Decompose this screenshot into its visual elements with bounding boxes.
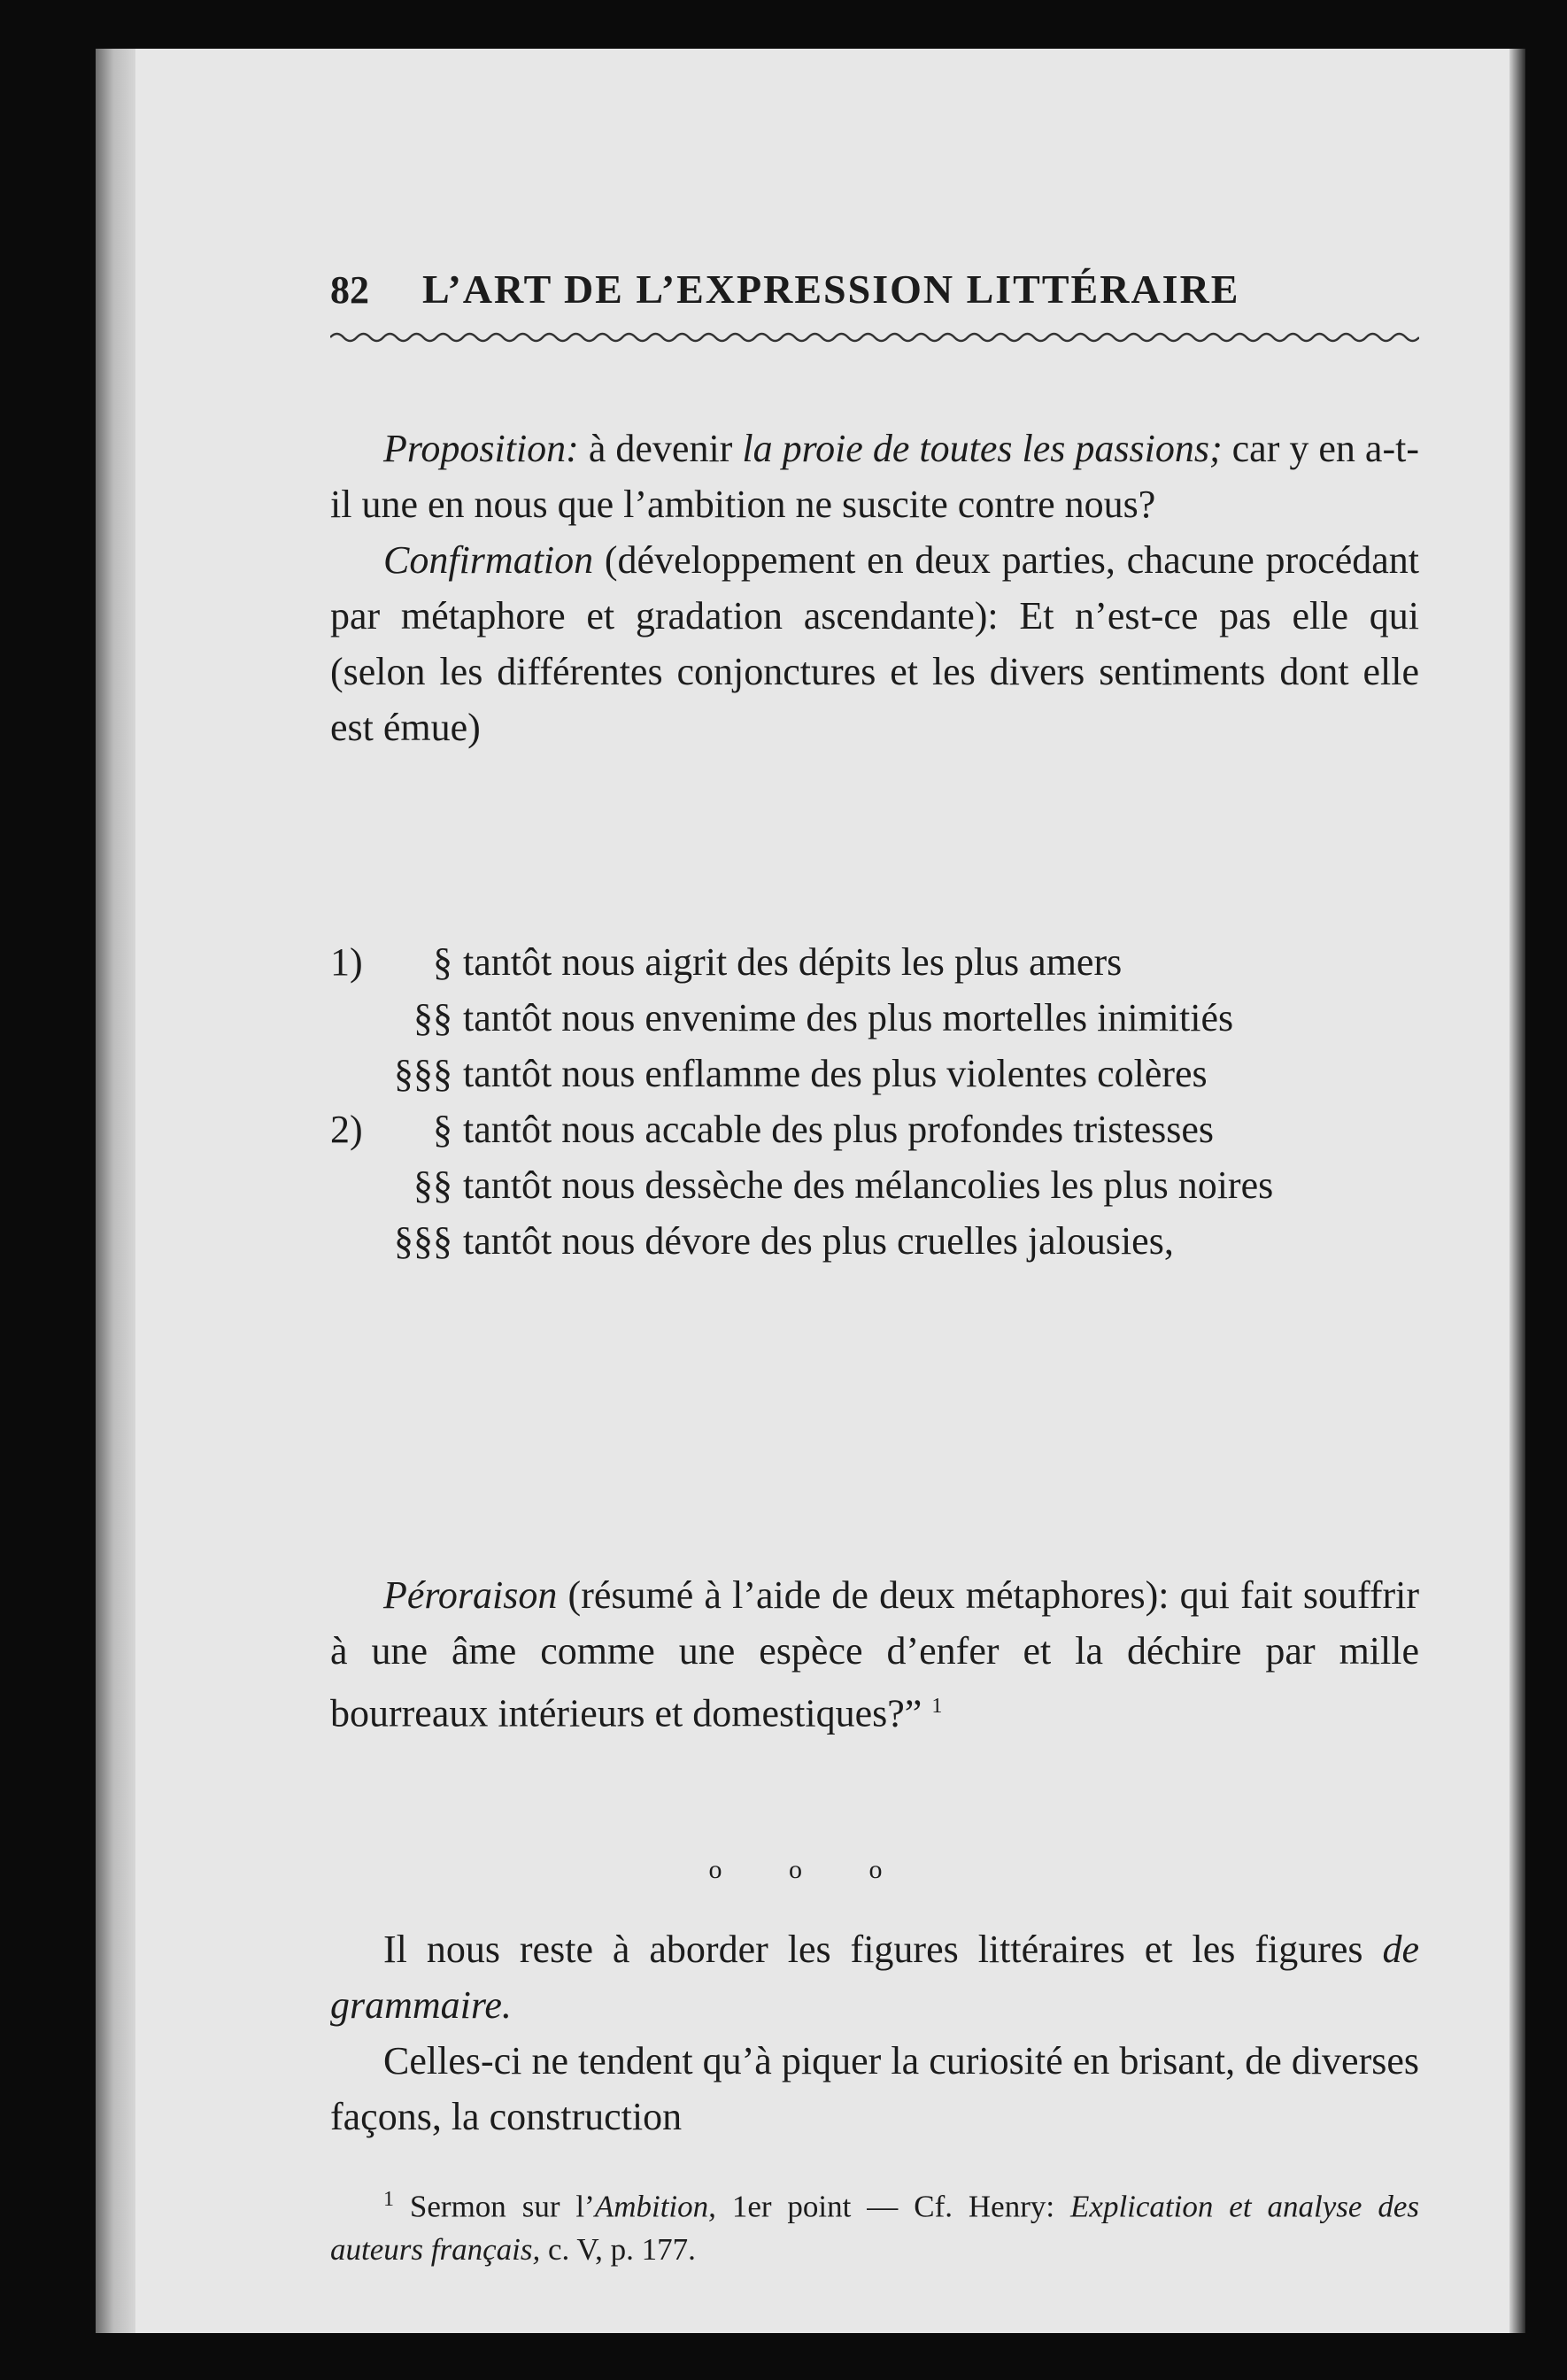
confirmation-paragraph: Confirmation (développement en deux parties, chacune procédant par métaphore et gradation ascendante): Et n’est-ce pas elle qui (selon les différentes conjonctures et les divers sentiments dont elle est émue) [330,538,1419,749]
closing-paragraph-1: Il nous reste à aborder les figures littéraires et les figures de grammaire. [330,1928,1419,2027]
peroraison-paragraph: Péroraison (résumé à l’aide de deux métaphores): qui fait souffrir à une âme comme une espèce d’enfer et la déchire par mille bourreaux intérieurs et domestiques?” $^1$ [330,1573,1419,1735]
footnote: $^1$ Sermon sur l’Ambition, 1er point — Cf. Henry: Explication et analyse des auteurs français, c. V, p. 177. [330,2188,1419,2267]
list-item: §§§ tantôt nous enflamme des plus violentes colères [394,1052,1208,1095]
body-lower [330,1921,1419,2144]
proposition-label: Proposition: [383,427,579,470]
book-page [96,49,1525,2333]
list-item: 1) § tantôt nous aigrit des dépits les plus amers [330,940,1123,984]
body-peroraison [330,1567,1419,1742]
running-title: L’ART DE L’EXPRESSION LITTÉRAIRE [422,267,1240,312]
header-rule [330,328,1419,346]
confirmation-label: Confirmation [383,538,594,582]
peroraison-label: Péroraison [383,1573,558,1617]
list-item: §§ tantôt nous envenime des plus mortelles inimitiés [413,996,1234,1039]
list-item: 2) § tantôt nous accable des plus profondes tristesses [330,1108,1215,1151]
page-number: 82 [330,268,369,312]
proposition-paragraph: Proposition: à devenir la proie de toutes les passions; car y en a-t-il une en nous que l’ambition ne suscite contre nous? [330,427,1419,526]
closing-paragraph-2: Celles-ci ne tendent qu’à piquer la curiosité en brisant, de diverses façons, la construction [330,2039,1419,2138]
list-item: §§ tantôt nous dessèche des mélancolies les plus noires [413,1163,1274,1207]
body-upper [330,421,1419,755]
book-spine [96,49,135,2333]
section-separator: o o o [708,1855,913,1884]
page-header [330,266,1419,313]
footnote-mark: 1 [931,1695,943,1718]
enumeration-list [330,934,1419,1269]
page-edge [1509,49,1525,2333]
list-item: §§§ tantôt nous dévore des plus cruelles jalousies, [394,1219,1174,1263]
